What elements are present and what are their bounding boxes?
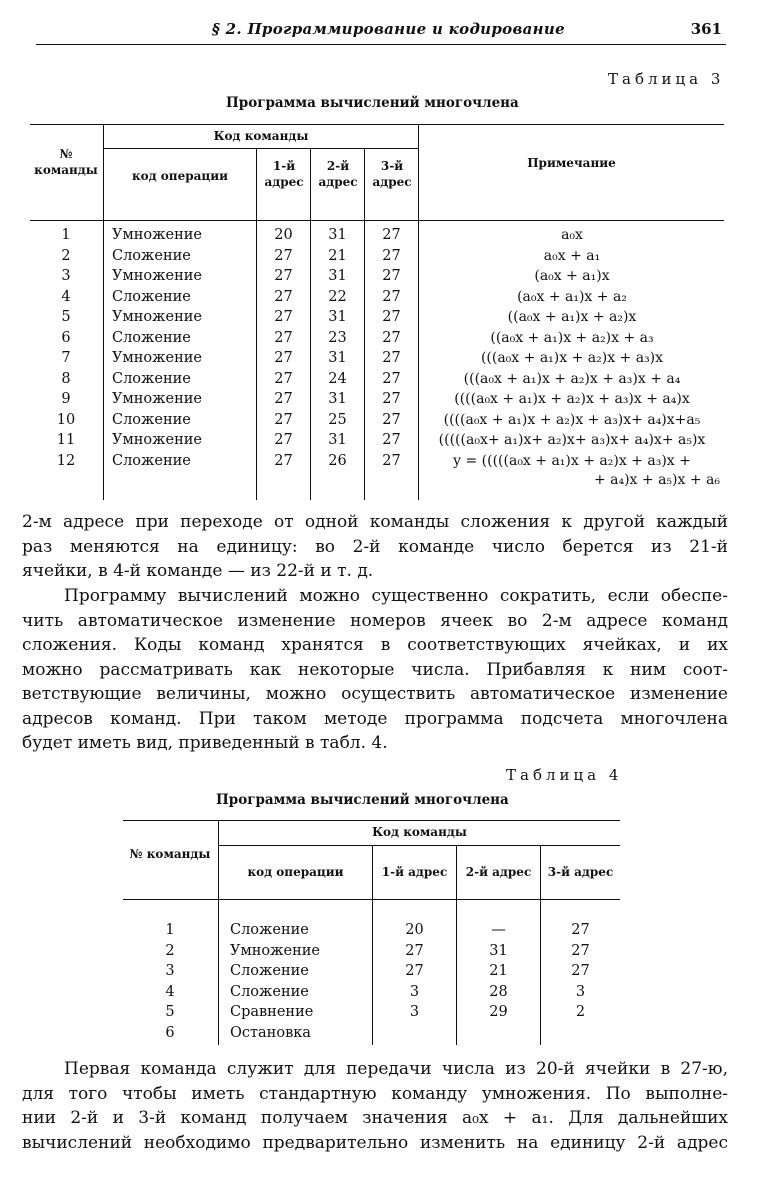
table3-label: Таблица 3 [608, 70, 725, 88]
table3-cell-a1: 20 [274, 227, 293, 243]
table3-cell-a3: 27 [382, 268, 401, 284]
paragraph-line: адресов команд. При таком методе программа подсчета многочлена [22, 708, 728, 729]
paragraph-line: нии 2-й и 3-й команд получаем значения a₀x + a₁. Для дальнейших [22, 1108, 728, 1128]
table3-cell-a2: 31 [328, 350, 347, 366]
table4-cell-num: 6 [165, 1025, 175, 1041]
table3-cell-a1: 27 [274, 411, 293, 428]
table3-cell-a1: 27 [274, 391, 293, 407]
table3-header-code: Код команды [213, 129, 309, 143]
table4-cell-a2: 28 [489, 983, 508, 1000]
table3-cell-note: (((((a₀x+ a₁)x+ a₂)x+ a₃)x+ a₄)x+ a₅)x [438, 432, 706, 448]
table3-cell-a1: 27 [274, 309, 293, 325]
table3-cell-a2: 23 [328, 329, 347, 346]
paragraph-2 [22, 584, 728, 756]
table3-cell-note: a₀x [561, 227, 583, 243]
paragraph-line: сложения. Коды команд хранятся в соответствующих ячейках, и их [22, 635, 728, 655]
table3-header-op: код операции [131, 169, 229, 183]
table3-cell-a3: 27 [382, 432, 401, 448]
table3-cell-a1: 27 [274, 452, 293, 469]
paragraph-line: Программу вычислений можно существенно сократить, если обеспе- [64, 586, 728, 606]
table3-cell-a2: 31 [328, 309, 347, 325]
paragraph-1 [22, 510, 728, 584]
table4-cell-a1: 27 [405, 963, 424, 980]
paragraph-line: Первая команда служит для передачи числа из 20-й ячейки в 27-ю, [64, 1059, 728, 1079]
table3-cell-a1: 27 [274, 329, 293, 346]
table4-header-a3: 3-й адрес [547, 865, 614, 879]
table3-cell-a2: 31 [328, 227, 347, 243]
table4-header-a1: 1-й адрес [381, 865, 448, 879]
table3-cell-note: ((a₀x + a₁)x + a₂)x [507, 309, 637, 325]
table3-cell-a3: 27 [382, 452, 401, 469]
table4-cell-op: Сравнение [230, 1004, 314, 1021]
table3-cell-note-cont: + a₄)x + a₅)x + a₆ [593, 471, 720, 488]
table3-cell-a1: 27 [274, 432, 293, 448]
table3-cell-a1: 27 [274, 370, 293, 387]
table4-header-code: Код команды [372, 825, 467, 839]
table3-cell-num: 10 [56, 411, 76, 428]
table3-cell-op: Умножение [112, 432, 202, 448]
table4-cell-num: 5 [165, 1004, 175, 1021]
table3-cell-a2: 21 [328, 247, 347, 264]
table3-cell-a2: 26 [328, 452, 347, 469]
table3-cell-num: 5 [61, 309, 71, 325]
paragraph-line: для того чтобы иметь стандартную команду умножения. По выполне- [22, 1083, 728, 1104]
table3-cell-num: 6 [61, 329, 71, 346]
table3-cell-a1: 27 [274, 350, 293, 366]
table4-cell-a1: 3 [409, 1004, 420, 1021]
table3-cell-num: 11 [56, 432, 76, 448]
table4-cell-num: 2 [165, 942, 175, 959]
table3-cell-a2: 24 [328, 370, 347, 387]
table4-cell-op: Сложение [230, 922, 309, 938]
table4-cell-a2: 21 [489, 963, 508, 980]
table3-cell-num: 12 [56, 452, 76, 469]
table3-cell-note: ((a₀x + a₁)x + a₂)x + a₃ [490, 329, 654, 346]
table4-cell-a3: 27 [571, 942, 590, 959]
table4-cell-num: 3 [165, 963, 175, 980]
table3-header-num: № команды [34, 147, 98, 177]
paragraph-line: чить автоматическое изменение номеров ячеек во 2-м адресе команд [22, 610, 728, 631]
table3-cell-a2: 31 [328, 391, 347, 407]
table4-cell-a2: 29 [489, 1004, 508, 1021]
table3-header-a2: 2-й адрес [318, 159, 358, 189]
table3-cell-note: (((a₀x + a₁)x + a₂)x + a₃)x + a₄ [463, 370, 681, 387]
page-number: 361 [690, 20, 722, 38]
table3-cell-a3: 27 [382, 370, 401, 387]
table3-cell-a3: 27 [382, 247, 401, 264]
table3-cell-a3: 27 [382, 309, 401, 325]
table4-cell-a2: — [491, 922, 506, 938]
table4-cell-op: Остановка [230, 1025, 311, 1041]
table3-cell-note: (a₀x + a₁)x [534, 268, 610, 284]
table3-cell-note: (((a₀x + a₁)x + a₂)x + a₃)x [480, 350, 664, 366]
table3-cell-a3: 27 [382, 391, 401, 407]
table3-cell-a1: 27 [274, 268, 293, 284]
table3-cell-num: 7 [61, 350, 71, 366]
table4-cell-a3: 27 [571, 963, 590, 980]
table4-header-a2: 2-й адрес [465, 865, 532, 879]
table3-cell-op: Умножение [112, 268, 202, 284]
table3-header-a1: 1-й адрес [264, 159, 304, 189]
table4-cell-a3: 27 [571, 922, 590, 938]
table4-cell-num: 4 [165, 983, 175, 1000]
table4-cell-op: Сложение [230, 983, 309, 1000]
table3-cell-op: Сложение [112, 288, 191, 305]
table3-cell-a1: 27 [274, 247, 293, 264]
table3-cell-op: Умножение [112, 391, 202, 407]
table3-cell-note: (a₀x + a₁)x + a₂ [517, 288, 627, 305]
table3-cell-op: Сложение [112, 247, 191, 264]
table3-cell-a2: 25 [328, 411, 347, 428]
table4-cell-num: 1 [165, 922, 175, 938]
paragraph-line: можно рассматривать как некоторые числа. Прибавляя к ним соот- [22, 659, 728, 680]
table4-label: Таблица 4 [506, 766, 623, 784]
table4-cell-a1: 3 [409, 983, 420, 1000]
paragraph-line: 2-м адресе при переходе от одной команды сложения к другой каждый [22, 512, 728, 532]
table4-cell-op: Умножение [230, 942, 320, 959]
table3-header-note: Примечание [527, 156, 616, 170]
table3-cell-a3: 27 [382, 329, 401, 346]
table4-cell-a3: 2 [575, 1004, 586, 1021]
table3-cell-note: ((((a₀x + a₁)x + a₂)x + a₃)x + a₄)x [454, 391, 690, 407]
paragraph-line: раз меняются на единицу: во 2-й команде число берется из 21-й [22, 536, 728, 557]
running-header [36, 18, 726, 45]
table3-caption: Программа вычислений многочлена [226, 95, 519, 111]
paragraph-line: вычислений необходимо предварительно изменить на единицу 2-й адрес [22, 1132, 728, 1153]
table3-cell-op: Сложение [112, 370, 191, 387]
paragraph-line: ветствующие величины, можно осуществить автоматическое изменение [22, 684, 728, 704]
table3-cell-num: 9 [61, 391, 71, 407]
table3-cell-note: y = (((((a₀x + a₁)x + a₂)x + a₃)x + [453, 452, 691, 469]
table4-cell-op: Сложение [230, 963, 309, 980]
table3-cell-op: Сложение [112, 452, 191, 469]
table4-cell-a2: 31 [489, 942, 508, 959]
table3-cell-a3: 27 [382, 411, 401, 428]
table3-cell-a3: 27 [382, 288, 401, 305]
table4-header-op: код операции [247, 865, 344, 879]
section-title: § 2. Программирование и кодирование [212, 20, 565, 38]
table3-cell-a2: 31 [328, 268, 347, 284]
table3-cell-num: 2 [61, 247, 71, 264]
paragraph-line: ячейки, в 4-й команде — из 22-й и т. д. [22, 561, 374, 581]
table3-cell-op: Сложение [112, 329, 191, 346]
table4-header-num: № команды [129, 847, 211, 861]
table3-cell-op: Умножение [112, 227, 202, 243]
table3-cell-op: Умножение [112, 309, 202, 325]
table3-cell-a3: 27 [382, 350, 401, 366]
table3-cell-num: 4 [61, 288, 71, 305]
table3-cell-a2: 22 [328, 288, 347, 305]
table3-cell-op: Умножение [112, 350, 202, 366]
table4-cell-a3: 3 [575, 983, 586, 1000]
table3-cell-a1: 27 [274, 288, 293, 305]
table3-cell-num: 1 [61, 227, 71, 243]
table3-cell-num: 8 [61, 370, 71, 387]
table4-cell-a1: 27 [405, 942, 424, 959]
table3-cell-note: a₀x + a₁ [543, 247, 601, 264]
paragraph-line: будет иметь вид, приведенный в табл. 4. [22, 733, 388, 753]
table4-caption: Программа вычислений многочлена [216, 792, 509, 808]
paragraph-3 [22, 1057, 728, 1155]
table4-cell-a1: 20 [405, 922, 424, 938]
table3-header-a3: 3-й адрес [372, 159, 412, 189]
table3-cell-a2: 31 [328, 432, 347, 448]
table3-cell-a3: 27 [382, 227, 401, 243]
table3-cell-num: 3 [61, 268, 71, 284]
table3-cell-op: Сложение [112, 411, 191, 428]
table3-cell-note: ((((a₀x + a₁)x + a₂)x + a₃)x+ a₄)x+a₅ [443, 411, 701, 428]
